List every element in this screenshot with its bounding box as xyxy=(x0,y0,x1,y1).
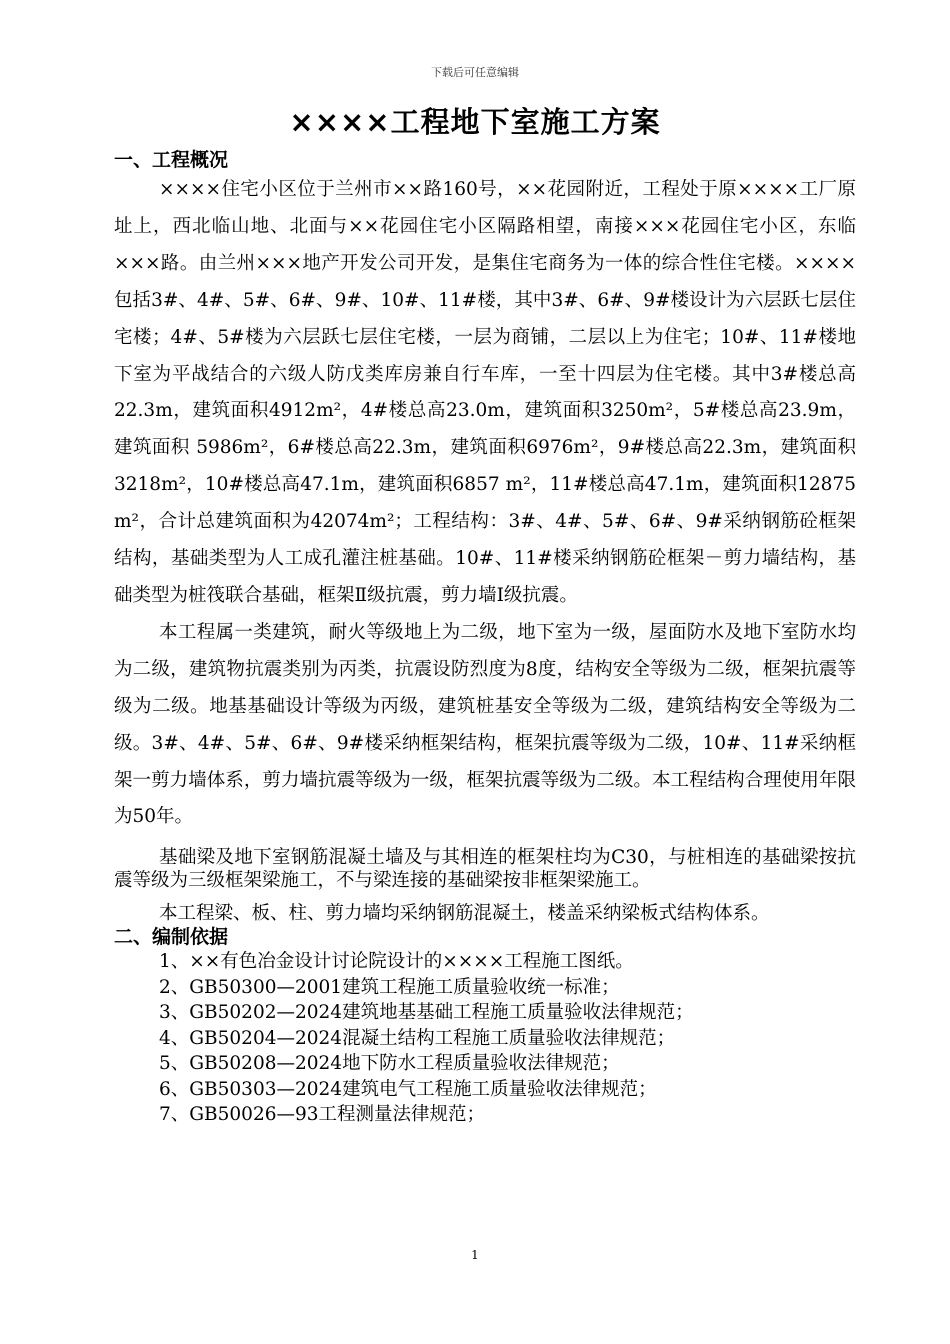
section-heading-basis: 二、编制依据 xyxy=(114,926,229,949)
list-item: 2、GB50300—2001建筑工程施工质量验收统一标准； xyxy=(159,976,620,998)
list-item: 5、GB50208—2024地下防水工程质量验收法律规范； xyxy=(159,1053,620,1075)
paragraph-overview: ××××住宅小区位于兰州市××路160号，××花园附近，工程处于原××××工厂原址上，西北临山地、北面与××花园住宅小区隔路相望，南接×××花园住宅小区，东临×××路。由兰州×××地产开发公司开发，是集住宅商务为一体的综合性住宅楼。××××包括3#、4#、5#、6#、9#、10#、11#楼，其中3#、6#、9#楼设计为六层跃七层住宅楼；4#、5#楼为六层跃七层住宅楼，一层为商铺，二层以上为住宅；10#、11#楼地下室为平战结合的六级人防戊类库房兼自行车库，一至十四层为住宅楼。其中3#楼总高22.3m，建筑面积4912m²，4#楼总高23.0m，建筑面积3250m²，5#楼总高23.9m，建筑面积 5986m²，6#楼总高22.3m，建筑面积6976m²，9#楼总高22.3m，建筑面积 3218m²，10#楼总高47.1m，建筑面积6857 m²，11#楼总高47.1m，建筑面积12875 m²，合计总建筑面积为42074m²；工程结构：3#、4#、5#、6#、9#采纳钢筋砼框架结构，基础类型为人工成孔灌注桩基础。10#、11#楼采纳钢筋砼框架－剪力墙结构，基础类型为桩筏联合基础，框架Ⅱ级抗震，剪力墙Ⅰ级抗震。 xyxy=(114,179,856,606)
reference-list xyxy=(114,949,856,1128)
list-item: 7、GB50026—93工程测量法律规范； xyxy=(159,1104,486,1126)
document-title: ××××工程地下室施工方案 xyxy=(289,105,661,139)
paragraph-foundation: 基础梁及地下室钢筋混凝土墙及与其相连的框架柱均为C30，与桩相连的基础梁按抗震等级为三级框架梁施工，不与梁连接的基础梁按非框架梁施工。 xyxy=(114,847,856,892)
page-number: 1 xyxy=(471,1248,479,1262)
paragraph-structure: 本工程梁、板、柱、剪力墙均采纳钢筋混凝土，楼盖采纳梁板式结构体系。 xyxy=(159,903,770,925)
list-item: 4、GB50204—2024混凝土结构工程施工质量验收法律规范； xyxy=(159,1027,676,1049)
section-heading-overview: 一、工程概况 xyxy=(114,149,229,171)
list-item: 3、GB50202—2024建筑地基基础工程施工质量验收法律规范； xyxy=(159,1002,694,1024)
list-item: 6、GB50303—2024建筑电气工程施工质量验收法律规范； xyxy=(159,1078,657,1100)
header-note: 下载后可任意编辑 xyxy=(431,66,519,79)
list-item: 1、××有色冶金设计讨论院设计的××××工程施工图纸。 xyxy=(159,951,634,973)
paragraph-classification: 本工程属一类建筑，耐火等级地上为二级，地下室为一级，屋面防水及地下室防水均为二级，建筑物抗震类别为丙类，抗震设防烈度为8度，结构安全等级为二级，框架抗震等级为二级。地基基础设计等级为丙级，建筑桩基安全等级为二级，建筑结构安全等级为二级。3#、4#、5#、6#、9#楼采纳框架结构，框架抗震等级为二级，10#、11#采纳框架一剪力墙体系，剪力墙抗震等级为一级，框架抗震等级为二级。本工程结构合理使用年限为50年。 xyxy=(114,621,856,828)
document-body xyxy=(114,148,856,1128)
